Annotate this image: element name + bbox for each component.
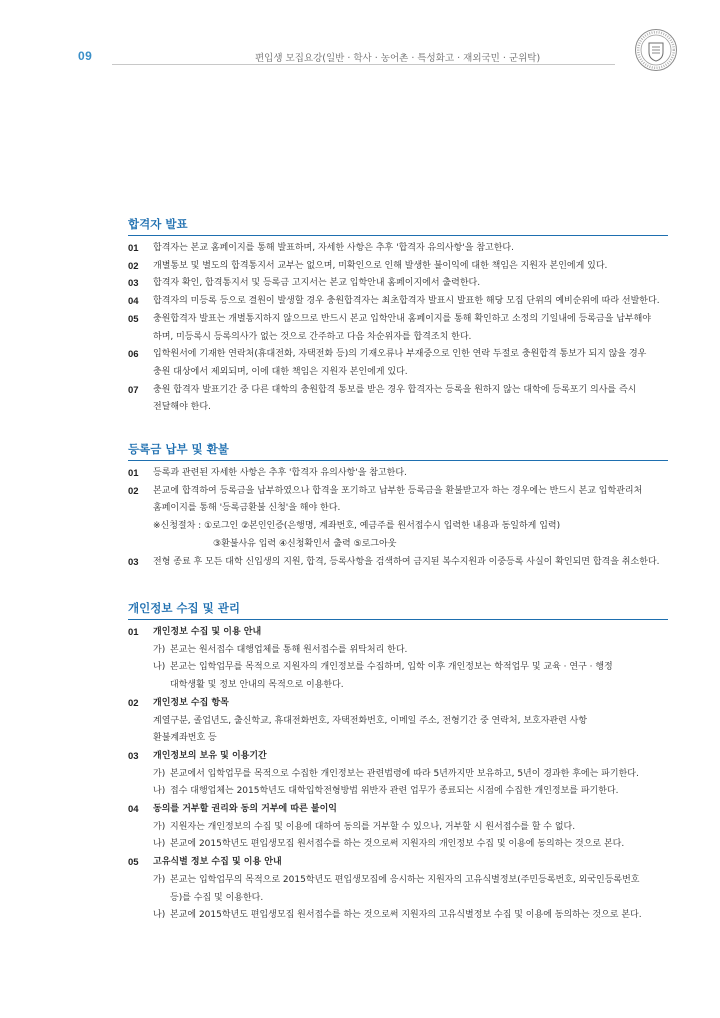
subsection-heading: 03 개인정보의 보유 및 이용기간 [128,750,267,762]
header-title: 편입생 모집요강(일반 · 학사 · 농어촌 · 특성화고 · 재외국민 · 군위탁) [255,53,541,64]
sub-item: 나) 본교에 2015학년도 편입생모집 원서접수를 하는 것으로써 지원자의 개인정보 수집 및 이용에 동의하는 것으로 본다. [153,839,625,850]
header-rule [112,64,615,65]
section-title: 개인정보 수집 및 관리 [128,600,668,620]
subsection-heading: 02 개인정보 수집 항목 [128,697,229,709]
subsection-heading: 01 개인정보 수집 및 이용 안내 [128,627,262,638]
subsection-heading: 04 동의를 거부할 권리와 동의 거부에 따른 불이익 [128,804,337,816]
section-tuition-refund [128,441,668,571]
list-item: 03 합격자 확인, 합격통지서 및 등록금 고지서는 본교 입학안내 홈페이지에서 출력한다. [128,278,481,290]
list-item: 06 입학원서에 기재한 연락처(휴대전화, 자택전화 등)의 기재오류나 부재중으로 인한 연락 두절로 충원합격 통보가 되지 않을 경우 충원 대상에서 제외되며, 이에 대한 책임은 지원자 본인에게 있다. [128,349,647,377]
section-privacy [128,600,668,925]
university-seal-icon [634,28,678,72]
section-title: 등록금 납부 및 환불 [128,441,668,461]
list-item: 01 등록과 관련된 자세한 사항은 추후 '합격자 유의사항'을 참고한다. [128,468,407,479]
sub-item: 나) 본교에 2015학년도 편입생모집 원서접수를 하는 것으로써 지원자의 고유식별정보 수집 및 이용에 동의하는 것으로 본다. [153,910,642,921]
sub-item: 가) 본교에서 입학업무를 목적으로 수집한 개인정보는 관련법령에 따라 5년까지만 보유하고, 5년이 경과한 후에는 파기한다. [153,768,639,779]
list-item: 01 합격자는 본교 홈페이지를 통해 발표하며, 자세한 사항은 추후 '합격자 유의사항'을 참고한다. [128,243,514,254]
list-item: 07 충원 합격자 발표기간 중 다른 대학의 충원합격 통보를 받은 경우 합격자는 등록을 원하지 않는 대학에 등록포기 의사를 즉시 전달해야 한다. [128,384,637,413]
list-item: 03 전형 종료 후 모든 대학 신입생의 지원, 합격, 등록사항을 검색하여 금지된 복수지원과 이중등록 사실이 확인되면 합격을 취소한다. [128,556,660,568]
list-item: 04 합격자의 미등록 등으로 결원이 발생할 경우 충원합격자는 최초합격자 발표시 발표한 해당 모집 단위의 예비순위에 따라 선발한다. [128,296,660,308]
list-item: 05 충원합격자 발표는 개별통지하지 않으므로 반드시 본교 입학안내 홈페이지를 통해 확인하고 소정의 기일내에 등록금을 납부해야 하며, 미등록시 등록의사가 없는 것으로 간주하고 다음 차순위자를 합격조치 한다. [128,313,651,342]
sub-item: 나) 본교는 입학업무를 목적으로 지원자의 개인정보를 수집하며, 입학 이후 개인정보는 학적업무 및 교육 · 연구 · 행정 대학생활 및 정보 안내의 목적으로 이용한다. [153,662,613,691]
sub-item: 가) 본교는 원서접수 대행업체를 통해 원서접수를 위탁처리 한다. [153,644,408,655]
subsection-heading: 05 고유식별 정보 수집 및 이용 안내 [128,857,282,869]
section-title: 합격자 발표 [128,216,668,236]
sub-item: 나) 접수 대행업체는 2015학년도 대학입학전형방법 위반자 관련 업무가 종료되는 시점에 수집한 개인정보를 파기한다. [153,786,619,797]
sub-item: 가) 본교는 입학업무의 목적으로 2015학년도 편입생모집에 응시하는 지원자의 고유식별정보(주민등록번호, 외국인등록번호 등)를 수집 및 이용한다. [153,874,640,903]
procedure-note: ※신청절차 : ①로그인 ②본인인증(은행명, 계좌번호, 예금주를 원서접수시 입력한 내용과 동일하게 입력) ③환불사유 입력 ④신청확인서 출력 ⑤로그아웃 [153,521,561,549]
paragraph: 계열구분, 졸업년도, 출신학교, 휴대전화번호, 자택전화번호, 이메일 주소, 전형기간 중 연락처, 보호자관련 사항 환불계좌번호 등 [153,715,588,744]
page-number: 09 [78,49,93,63]
sub-item: 가) 지원자는 개인정보의 수집 및 이용에 대하여 동의를 거부할 수 있으나, 거부할 시 원서접수를 할 수 없다. [153,821,576,832]
list-item: 02 본교에 합격하여 등록금을 납부하였으나 합격을 포기하고 납부한 등록금을 환불받고자 하는 경우에는 반드시 본교 입학관리처 홈페이지를 통해 '등록금환불 신청'을 해야 한다. [128,485,643,514]
list-item: 02 개별통보 및 별도의 합격통지서 교부는 없으며, 미확인으로 인해 발생한 불이익에 대한 책임은 지원자 본인에게 있다. [128,260,608,272]
section-pass-announcement [128,216,668,417]
